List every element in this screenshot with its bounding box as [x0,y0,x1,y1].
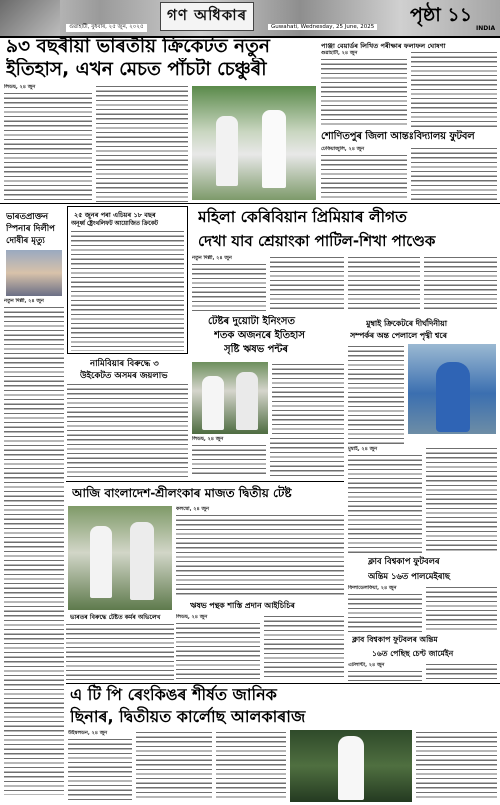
right-top-dateline: গুৱাহাটী, ২৪ জুন [321,50,358,56]
batter-figure-2 [130,522,154,600]
pant-side-col [272,362,344,434]
atp-photo [290,730,412,802]
wcpl-col4 [424,255,497,312]
wcpl-headline-2: দেখা যাব শ্রেয়াংকা পাটিল-শিখা পাণ্ডেক [198,232,436,250]
pant-reward-headline: ঋষভ পন্থক শাস্তি প্রদান আইচিচিৰ [190,601,295,610]
lead-headline-line2: ইতিহাস, এখন মেচত পাঁচটা চেঞ্চুৰী [6,59,267,80]
pant-figure [202,376,224,430]
masthead-photo-strip [0,0,60,36]
club-wc1-dateline: ফিলাডেলফিয়া, ২৪ জুন [348,585,397,591]
pant-reward-col2 [264,614,344,679]
wcpl-col3 [348,255,420,312]
bangladesh-headline: আজি বাংলাদেশ-শ্রীলংকাৰ মাজত দ্বিতীয় টেষ্ট [72,486,292,500]
bangladesh-body [176,513,344,595]
india-test-caption: ভাৰতৰ বিৰুদ্ধে টেষ্টত কৰ্মৰ অভিলেখ [70,614,161,621]
right-football-dateline: ঢেকিয়াজুলি, ২৪ জুন [321,146,365,152]
atp-headline-2: ছিনাৰ, দ্বিতীয়ত কাৰ্লোছ আলকাৰাজ [70,707,306,726]
lead-photo [192,86,316,200]
shaw-col2 [426,446,497,553]
club-wc2-headline-1: ক্লাব বিশ্বকাপ ফুটবলৰ অন্তিম [352,635,438,644]
pant-col2 [270,436,344,477]
pant-reward-col1 [176,621,260,679]
shaw-photo [408,344,496,434]
wcpl-headline-1: মহিলা কেৰিবিয়ান প্রিমিয়াৰ লীগত [198,208,407,226]
india-flag-label: INDIA [476,25,496,32]
obituary-headline-1: ভাৰতপ্রাক্তন [6,212,49,222]
club-wc1-col2 [426,585,497,632]
club-wc2-headline-2: ১৬ত পেছিছ চেণ্ট জাৰ্মেইন [372,649,454,658]
right-football-col1 [321,153,407,201]
pant-photo [192,362,268,434]
shaw-figure [436,362,470,432]
rule-horizontal-1 [0,203,500,204]
shaw-side-col [348,344,404,444]
edition-line: গুৱাহাটী, বুধবাৰ, ২৫ জুন, ২০২৫ [66,24,147,32]
chess-headline-2: অনূৰ্ধ্ব ষ্ট্ৰেংথলিফট আয়োজিত ক্রিকেট [71,221,158,227]
rule-horizontal-2 [66,481,344,482]
right-top-body-col1 [321,57,407,127]
obituary-body [4,305,64,795]
paper-name: গণ অধিকাৰ [160,2,254,31]
cricketer-figure-2 [262,110,286,188]
lead-headline-line1: ৯৩ বছৰীয়া ভাৰতীয় ক্রিকেটত নতুন [6,36,270,57]
atp-col1 [68,737,132,801]
india-test-body [66,622,174,680]
namibia-body [67,382,188,479]
chess-headline-1: ২৫ জুনৰ পৰা এচিয়ৰ ১৮ বছৰ [74,211,156,219]
atp-col2 [136,730,212,801]
pant-headline-2: শতক অজনৰে ইতিহাস [214,330,305,341]
wcpl-dateline: নতুন দিল্লী, ২৪ জুন [192,255,232,261]
lead-body-col1 [4,91,92,201]
pant-dateline: লিডছ, ২৪ জুন [192,436,224,442]
shaw-col1 [348,453,422,553]
page-label: পৃষ্ঠা ১১ [410,4,473,26]
namibia-headline-1: নামিবিয়াৰ বিৰুদ্ধে ৩ [90,359,159,369]
atp-dateline: উইম্বলডন, ২৪ জুন [68,730,108,736]
cricketer-figure-1 [216,116,238,186]
tennis-player-figure [338,736,364,800]
obituary-dateline: নতুন দিল্লী, ২৪ জুন [4,298,44,304]
date-line: Guwahati, Wednesday, 25 June, 2025 [268,24,377,30]
club-wc1-col1 [348,592,422,632]
pant-headline-3: সৃষ্টি ঋষভ পন্টৰ [224,344,288,355]
right-football-col2 [411,146,497,201]
umpire-figure [236,372,258,430]
club-wc2-col2 [426,662,497,681]
obituary-headline-2: স্পিনাৰ দিলীপ [6,224,55,234]
right-top-headline: পাঞ্জা বেয়াৰ্ডৰ লিখিত পৰীক্ষাৰ ফলাফল ঘোষণা [321,42,446,50]
pant-col1 [192,443,266,477]
atp-headline-1: এ টি পি ৰেংকিঙৰ শীৰ্ষত জানিক [70,685,277,704]
lead-body-col2 [96,84,188,202]
bangladesh-dateline: কলম্বো, ২৪ জুন [176,506,209,512]
atp-col3 [216,730,286,801]
club-wc2-dateline: এটলান্টা, ২৪ জুন [348,662,385,668]
wcpl-col1 [192,262,266,312]
right-football-headline: শোণিতপুৰ জিলা আন্তঃবিদ্যালয় ফুটবল [321,130,497,144]
masthead [0,0,500,38]
shaw-headline-1: মুম্বাই ক্রিকেটৰে দীৰ্ঘদিনীয়া [366,319,447,328]
pant-reward-dateline: লিডছ, ২৪ জুন [176,614,208,620]
right-top-body-col2 [411,50,497,127]
club-wc1-headline-1: ক্লাব বিশ্বকাপ ফুটবলৰ [368,556,440,566]
lead-dateline: লিডছ, ২৪ জুন [4,84,36,90]
atp-col4 [416,730,497,801]
pant-headline-1: টেষ্টৰ দুয়োটা ইনিংসত [208,316,295,327]
shaw-headline-2: সম্পৰ্কৰ অন্ত পেলালে পৃথ্বী শ্বৰে [350,331,447,340]
namibia-headline-2: উইকেটত অসমৰ জয়লাভ [80,371,168,381]
club-wc1-headline-2: অন্তিম ১৬ত পালমেইৰাছ [368,571,451,581]
wcpl-col2 [270,255,344,312]
shaw-dateline: মুম্বাই, ২৪ জুন [348,446,378,452]
club-wc2-col1 [348,669,422,681]
chess-body [71,229,184,351]
chess-story [67,206,188,354]
obituary-portrait [6,250,62,296]
india-test-photo [68,506,172,610]
batter-figure-1 [90,526,112,598]
obituary-headline-3: দোষীৰ মৃত্যু [6,236,45,246]
